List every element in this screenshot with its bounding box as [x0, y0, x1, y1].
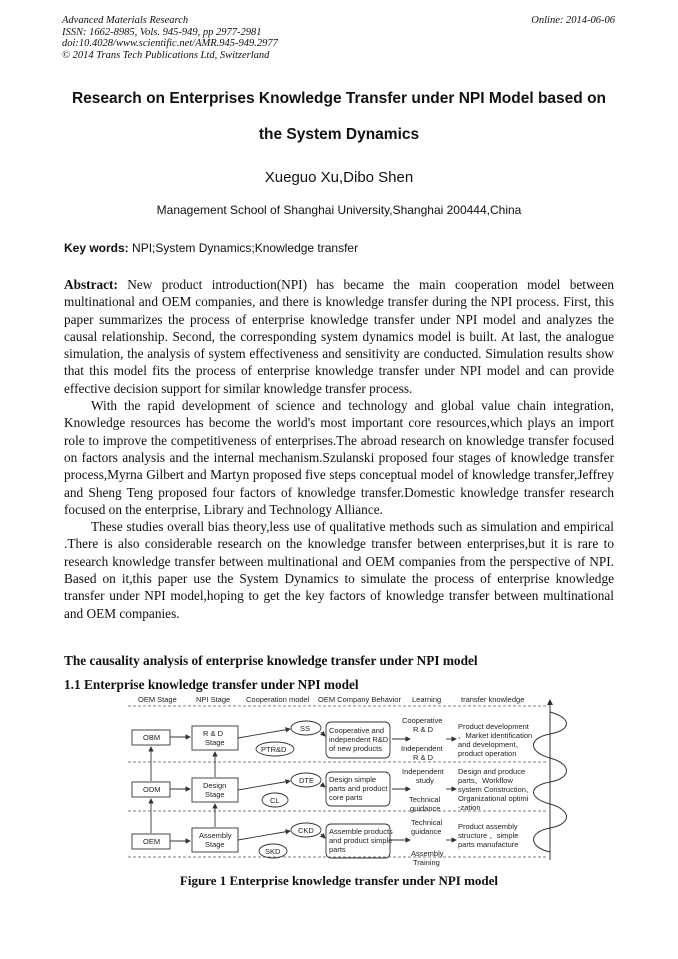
- learning-6b: Training: [413, 858, 440, 867]
- knowledge-1-line3: and development、: [458, 740, 524, 749]
- npi-rd: R & D: [203, 729, 224, 738]
- knowledge-2-line3: system Construction、: [458, 785, 534, 794]
- npi-design-stage: Stage: [205, 790, 225, 799]
- section-heading: The causality analysis of enterprise knowledge transfer under NPI model: [64, 653, 478, 668]
- knowledge-3-line1: Product assembly: [458, 822, 518, 831]
- keywords-label: Key words:: [64, 241, 129, 255]
- affiliation: Management School of Shanghai University,Shanghai 200444,China: [156, 203, 522, 217]
- paper-title-line2: the System Dynamics: [258, 126, 420, 143]
- col-behavior: OEM Company Behavior: [318, 695, 401, 704]
- col-oem-stage: OEM Stage: [138, 695, 177, 704]
- abstract: [64, 276, 614, 397]
- behavior-3-line1: Assemble products: [329, 827, 393, 836]
- learning-3a: Independent: [402, 767, 444, 776]
- npi-design: Design: [203, 781, 227, 790]
- knowledge-2-line1: Design and produce: [458, 767, 526, 776]
- knowledge-2-line5: -zation: [458, 803, 481, 812]
- learning-3b: study: [416, 776, 434, 785]
- abstract-text: New product introduction(NPI) has became the main cooperation model between multinational and OEM companies, and there is knowledge transfer during the NPI process. First, this paper summarizes the process of enterprise knowledge transfer under NPI model and analyzes the causal relationship. Second, the corresponding system dynamics model is built. At last, the analogue simulation, the analysis of system effectiveness and sensitivity are conducted. Simulation results show that this model fits the process of enterprise knowledge transfer under NPI model and can provide effective decision support for similar knowledge transfer process.: [64, 277, 614, 396]
- npi-knowledge-transfer-figure: [128, 692, 568, 868]
- authors: Xueguo Xu,Dibo Shen: [264, 169, 414, 186]
- oem-stage-odm: ODM: [143, 785, 161, 794]
- npi-rd-stage: Stage: [205, 738, 225, 747]
- npi-assembly: Assembly: [199, 831, 232, 840]
- subsection-heading: 1.1 Enterprise knowledge transfer under NPI model: [64, 677, 359, 692]
- doi: doi:10.4028/www.scientific.net/AMR.945-949.2977: [62, 38, 278, 49]
- paragraph-1: With the rapid development of science and technology and global value chain integration, Knowledge resources has become the world's most important core resources,which plays an import role to improve the competitiveness of enterprises.The abroad research on knowledge transfer focused on factors analysis and the internal mechanism.Szulanski proposed four stages of knowledge transfer process,Myrna Gilbert and Martyn proposed five steps conceptual model of knowledge transfer,Jeffrey and Sheng Teng proposed four factors of knowledge transfer.Domestic knowledge transfer research focused on the enterprise, Library and Technology Alliance.: [64, 398, 614, 517]
- keywords-text: NPI;System Dynamics;Knowledge transfer: [128, 241, 359, 255]
- issn: ISSN: 1662-8985, Vols. 945-949, pp 2977-2981: [62, 26, 262, 38]
- journal-name: Advanced Materials Research: [62, 15, 189, 26]
- journal-header: [62, 15, 278, 61]
- learning-2b: R & D: [413, 753, 434, 762]
- knowledge-1-line2: 、Market identification: [458, 731, 533, 740]
- learning-1a: Cooperative: [402, 716, 443, 725]
- node-dte: DTE: [299, 776, 314, 785]
- copyright: © 2014 Trans Tech Publications Ltd, Switzerland: [62, 49, 270, 61]
- knowledge-2-line2: parts、Workflow: [458, 776, 513, 785]
- col-npi-stage: NPI Stage: [196, 695, 231, 704]
- abstract-label: Abstract:: [64, 277, 118, 292]
- knowledge-1-line4: product operation: [458, 749, 517, 758]
- paragraph-2: These studies overall bias theory,less use of qualitative methods such as simulation and empirical .There is also considerable research on the knowledge transfer between enterprises,but it is rare to research knowledge transfer between multinational and OEM companies from the perspective of NPI. Based on it,this paper use the System Dynamics to simulate the process of enterprise knowledge transfer under NPI model,hoping to get the key factors of knowledge transfer between multinational and OEM companies.: [64, 519, 614, 621]
- keywords: [64, 241, 358, 255]
- online-date: Online: 2014-06-06: [531, 15, 615, 26]
- behavior-1-line2: independent R&D: [329, 735, 389, 744]
- learning-4a: Technical: [409, 795, 441, 804]
- body-text: [64, 276, 614, 622]
- knowledge-2-line4: Organizational optimi: [458, 794, 529, 803]
- learning-5a: Technical: [411, 818, 443, 827]
- npi-assembly-stage: Stage: [205, 840, 225, 849]
- learning-1b: R & D: [413, 725, 434, 734]
- oem-stage-oem: OEM: [143, 837, 161, 846]
- learning-5b: guidance: [411, 827, 442, 836]
- knowledge-1-line1: Product development: [458, 722, 529, 731]
- node-ptrd: PTR&D: [261, 745, 287, 754]
- knowledge-3-line3: parts manufacture: [458, 840, 519, 849]
- node-cl: CL: [270, 796, 280, 805]
- node-skd: SKD: [265, 847, 281, 856]
- learning-4b: guidance: [410, 804, 441, 813]
- paper-title-line1: Research on Enterprises Knowledge Transfer under NPI Model based on: [71, 90, 607, 107]
- behavior-3-line3: parts: [329, 845, 346, 854]
- oem-stage-obm: OBM: [143, 733, 161, 742]
- behavior-1-line1: Cooperative and: [329, 726, 385, 735]
- learning-6a: Assembly: [411, 849, 444, 858]
- behavior-2-line1: Design simple: [329, 775, 377, 784]
- behavior-2-line3: core parts: [329, 793, 363, 802]
- knowledge-3-line2: structure 、simple: [458, 831, 519, 840]
- behavior-2-line2: parts and product: [329, 784, 388, 793]
- col-learning: Learning: [412, 695, 442, 704]
- behavior-3-line2: and product simple: [329, 836, 393, 845]
- col-coop-model: Cooperation model: [246, 695, 310, 704]
- spiral-arrow-icon: [534, 700, 567, 860]
- learning-2a: Independent: [401, 744, 443, 753]
- node-ckd: CKD: [298, 826, 314, 835]
- col-knowledge: transfer knowledge: [461, 695, 525, 704]
- behavior-1-line3: of new products: [329, 744, 382, 753]
- figure-caption: Figure 1 Enterprise knowledge transfer under NPI model: [179, 873, 499, 888]
- node-ss: SS: [300, 724, 311, 733]
